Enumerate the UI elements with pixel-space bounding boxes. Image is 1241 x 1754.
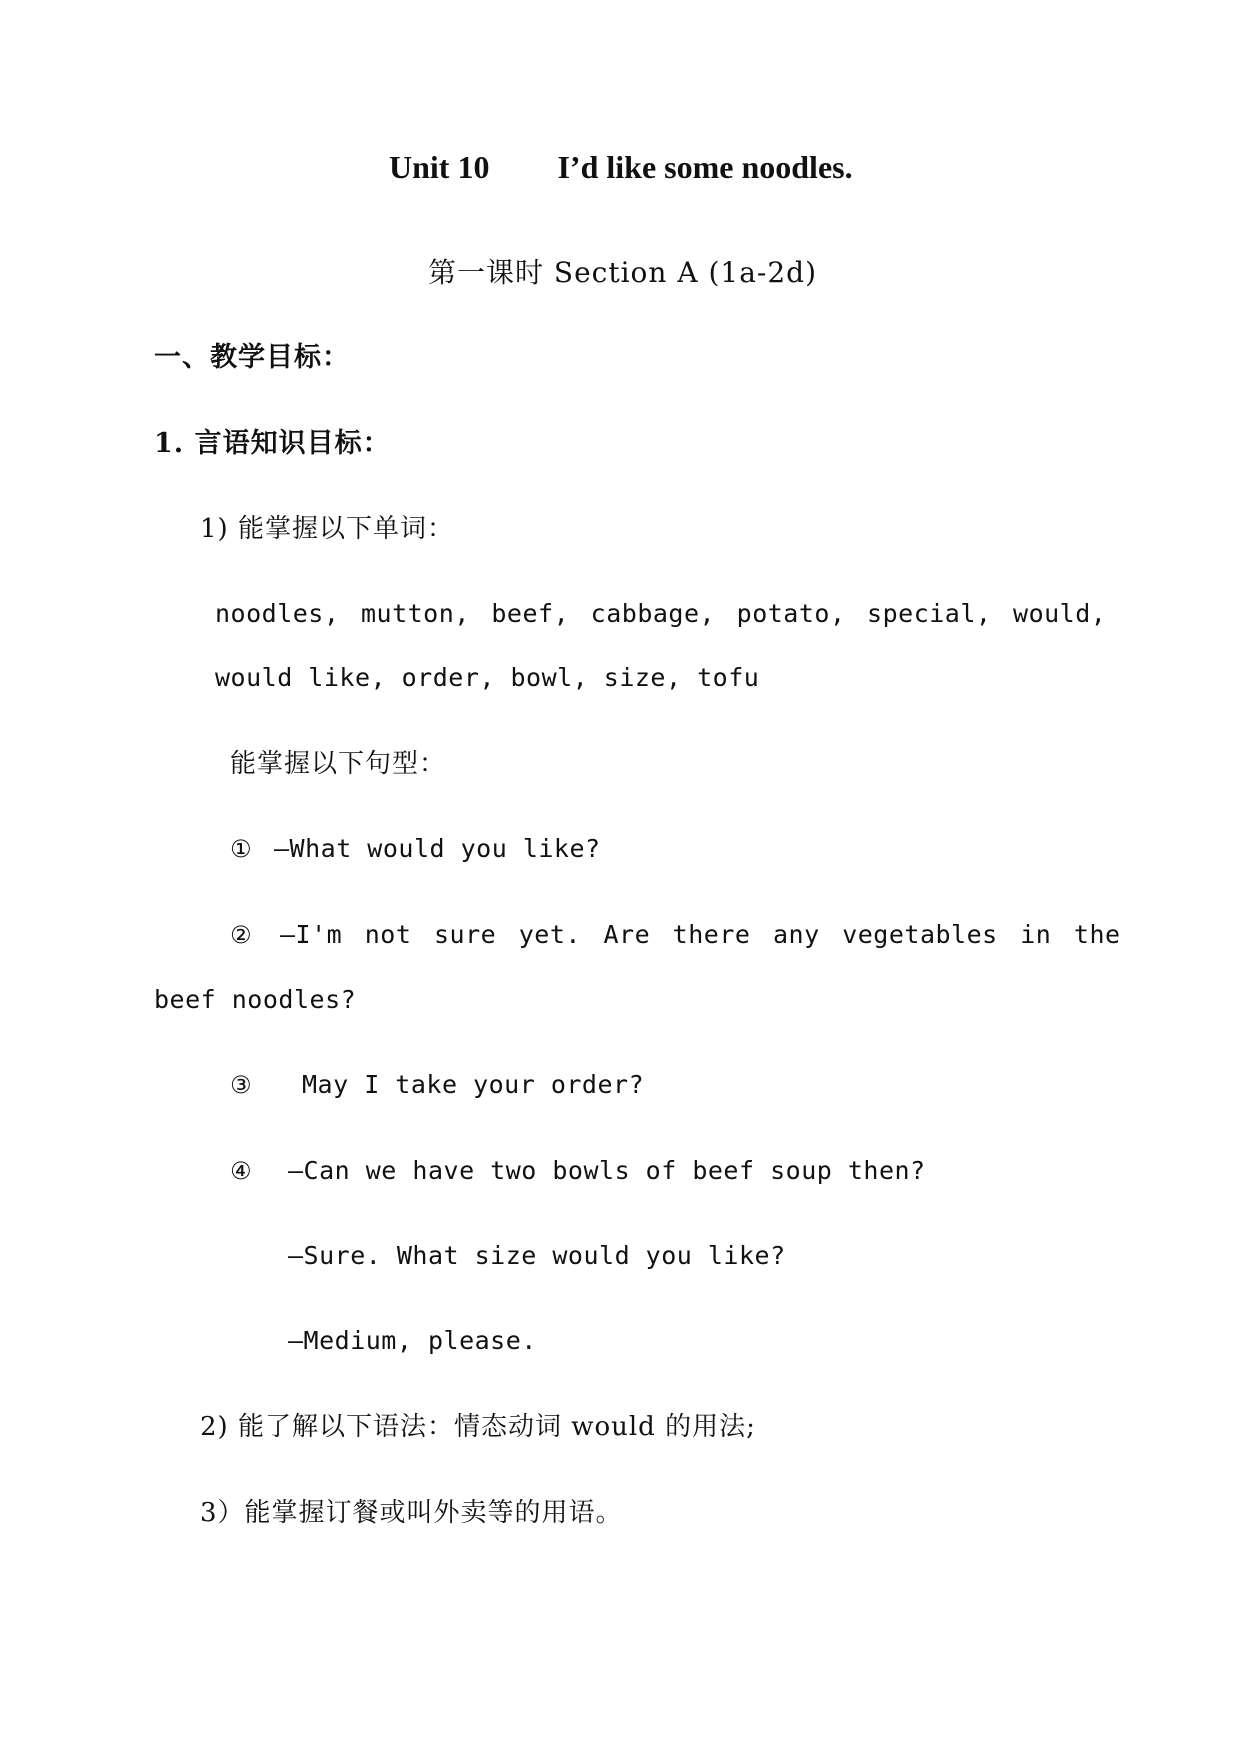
subsection-heading: 1. 言语知识目标：: [154, 428, 391, 459]
unit-number: Unit 10: [389, 149, 490, 185]
function-objective: 3）能掌握订餐或叫外卖等的用语。: [200, 1498, 623, 1528]
vocab-line-2: would like, order, bowl, size, tofu: [215, 663, 760, 692]
sentence-2-continuation: beef noodles?: [154, 985, 357, 1014]
dialog-line-1: —Sure. What size would you like?: [288, 1241, 786, 1270]
vocab-label: 1) 能掌握以下单词：: [200, 514, 454, 544]
vocab-line-1: noodles, mutton, beef, cabbage, potato, special, would,: [215, 599, 1107, 628]
sentence-3: [230, 1068, 644, 1102]
dialog-line-2: —Medium, please.: [288, 1326, 537, 1355]
sentence-2: [230, 918, 1121, 952]
sentence-text: —What would you like?: [274, 834, 601, 863]
number-marker: ③: [230, 1071, 253, 1099]
grammar-objective: 2) 能了解以下语法：情态动词 would 的用法;: [200, 1412, 756, 1442]
lesson-subtitle: 第一课时 Section A (1a-2d): [428, 256, 818, 289]
sentence-text: —I'm not sure yet. Are there any vegetables in the: [280, 920, 1121, 949]
sentence-text: —Can we have two bowls of beef soup then?: [288, 1156, 926, 1185]
sentence-1: [230, 832, 601, 866]
section-heading: 一、教学目标：: [154, 342, 350, 373]
document-title: [389, 150, 853, 184]
sentence-4: [230, 1154, 926, 1188]
number-marker: ①: [230, 835, 253, 863]
unit-name: I’d like some noodles.: [557, 149, 853, 185]
number-marker: ②: [230, 921, 253, 949]
sentence-text: May I take your order?: [302, 1070, 645, 1099]
number-marker: ④: [230, 1157, 253, 1185]
sentence-label: 能掌握以下句型：: [230, 749, 447, 779]
